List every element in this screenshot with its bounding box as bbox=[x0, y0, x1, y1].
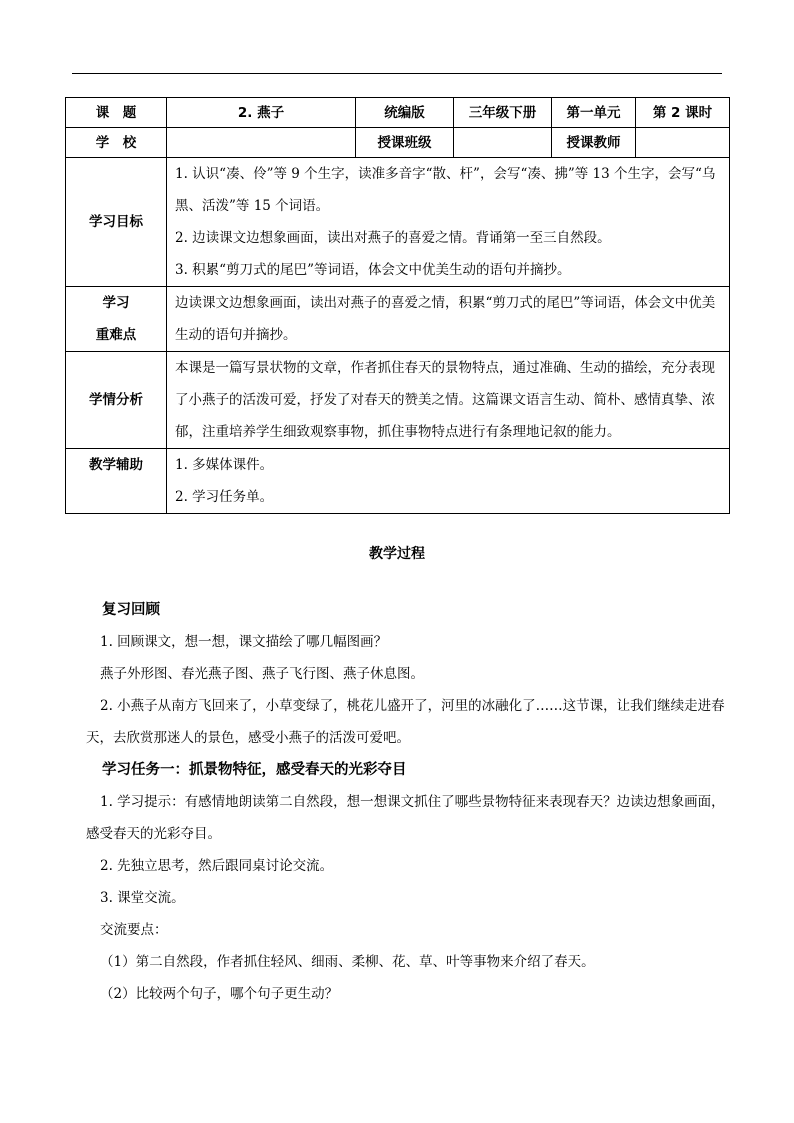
table-row bbox=[66, 158, 730, 287]
points-label: 交流要点： bbox=[100, 922, 168, 938]
task1-item: 2. 先独立思考，然后跟同桌讨论交流。 bbox=[100, 858, 334, 874]
teacher-value[interactable] bbox=[636, 128, 730, 158]
teacher-label: 授课教师 bbox=[552, 128, 636, 158]
goal-item: 3. 积累“剪刀式的尾巴”等词语，体会文中优美生动的语句并摘抄。 bbox=[175, 262, 571, 278]
key-points-label-line2: 重难点 bbox=[95, 327, 137, 343]
review-intro: 2. 小燕子从南方飞回来了，小草变绿了，桃花儿盛开了，河里的冰融化了……这节课，让我们继续走进春天，去欣赏那迷人的景色，感受小燕子的活泼可爱吧。 bbox=[86, 698, 725, 746]
point-item: （2）比较两个句子，哪个句子更生动？ bbox=[100, 986, 339, 1002]
goals-label: 学习目标 bbox=[66, 158, 167, 287]
lesson-info-table bbox=[65, 97, 730, 514]
aids-content bbox=[167, 449, 730, 514]
aid-item: 2. 学习任务单。 bbox=[175, 489, 274, 505]
analysis-text: 本课是一篇写景状物的文章，作者抓住春天的景物特点，通过准确、生动的描绘，充分表现了小燕子的活泼可爱，抒发了对春天的赞美之情。这篇课文语言生动、简朴、感情真挚、浓郁，注重培养学生细致观察事物，抓住事物特点进行有条理地记叙的能力。 bbox=[175, 360, 715, 440]
key-points-label bbox=[66, 287, 167, 352]
key-points-text: 边读课文边想象画面，读出对燕子的喜爱之情，积累“剪刀式的尾巴”等词语，体会文中优美生动的语句并摘抄。 bbox=[175, 295, 716, 343]
school-label: 学 校 bbox=[66, 128, 167, 158]
task1-item: 3. 课堂交流。 bbox=[100, 890, 185, 906]
analysis-label: 学情分析 bbox=[66, 352, 167, 449]
header-rule bbox=[72, 73, 722, 74]
school-value[interactable] bbox=[167, 128, 356, 158]
review-answer: 燕子外形图、春光燕子图、燕子飞行图、燕子休息图。 bbox=[100, 666, 424, 682]
review-question: 1. 回顾课文，想一想，课文描绘了哪几幅图画？ bbox=[100, 634, 388, 650]
process-body bbox=[86, 594, 736, 1010]
task1-item: 1. 学习提示：有感情地朗读第二自然段，想一想课文抓住了哪些景物特征来表现春天？边读边想象画面，感受春天的光彩夺目。 bbox=[86, 794, 725, 842]
grade: 三年级下册 bbox=[454, 98, 552, 128]
table-row bbox=[66, 352, 730, 449]
task1-heading: 学习任务一：抓景物特征，感受春天的光彩夺目 bbox=[102, 762, 407, 778]
unit: 第一单元 bbox=[552, 98, 636, 128]
review-heading: 复习回顾 bbox=[102, 602, 160, 618]
goal-item: 1. 认识“凑、伶”等 9 个生字，读准多音字“散、杆”，会写“凑、拂”等 13 个生字，会写“乌黑、活泼”等 15 个词语。 bbox=[175, 166, 716, 214]
class-label: 授课班级 bbox=[356, 128, 454, 158]
aids-label: 教学辅助 bbox=[66, 449, 167, 514]
goal-item: 2. 边读课文边想象画面，读出对燕子的喜爱之情。背诵第一至三自然段。 bbox=[175, 230, 611, 246]
process-title: 教学过程 bbox=[369, 546, 425, 562]
table-row bbox=[66, 449, 730, 514]
table-row bbox=[66, 287, 730, 352]
key-points-content bbox=[167, 287, 730, 352]
edition: 统编版 bbox=[356, 98, 454, 128]
class-value[interactable] bbox=[454, 128, 552, 158]
key-points-label-line1: 学习 bbox=[102, 295, 130, 311]
analysis-content bbox=[167, 352, 730, 449]
point-item: （1）第二自然段，作者抓住轻风、细雨、柔柳、花、草、叶等事物来介绍了春天。 bbox=[100, 954, 595, 970]
table-row bbox=[66, 128, 730, 158]
aid-item: 1. 多媒体课件。 bbox=[175, 457, 274, 473]
goals-content bbox=[167, 158, 730, 287]
table-row bbox=[66, 98, 730, 128]
topic-label: 课 题 bbox=[66, 98, 167, 128]
lesson-title: 2. 燕子 bbox=[167, 98, 356, 128]
period: 第 2 课时 bbox=[636, 98, 730, 128]
